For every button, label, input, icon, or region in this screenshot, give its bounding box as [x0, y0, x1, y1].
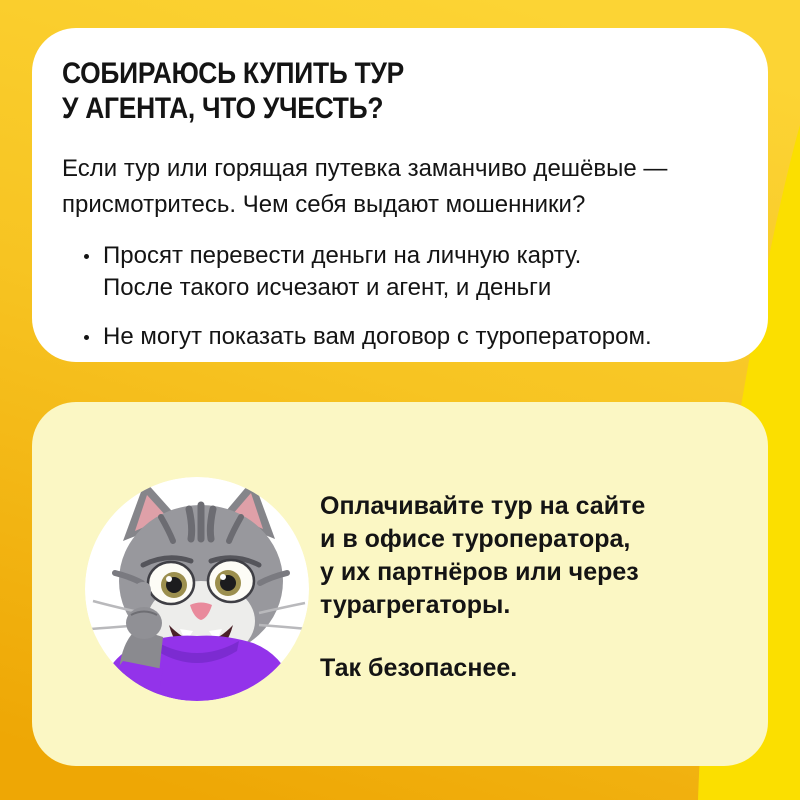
- list-item: [62, 321, 738, 353]
- advice-card: [32, 402, 768, 766]
- list-item-text: [103, 240, 581, 304]
- advice-line-3: у их партнёров или через: [320, 558, 639, 586]
- intro-text: [62, 151, 738, 223]
- list-item-text: [103, 321, 652, 353]
- advice-text: [320, 490, 645, 685]
- bullet-1-line-2: После такого исчезают и агент, и деньги: [103, 274, 552, 301]
- advice-line-4: турагрегаторы.: [320, 591, 511, 619]
- cat-thumbs-up-illustration: [85, 477, 309, 701]
- bullet-2-line-1: Не могут показать вам договор с туроператором.: [103, 323, 652, 350]
- closing-text: Так безопаснее.: [320, 654, 518, 682]
- advice-line-2: и в офисе туроператора,: [320, 525, 631, 553]
- list-item: [62, 240, 738, 304]
- bullet-1-line-1: Просят перевести деньги на личную карту.: [103, 242, 582, 269]
- bullet-icon: [84, 254, 89, 259]
- page-title: [62, 56, 657, 126]
- warning-card: [32, 28, 768, 362]
- bullet-icon: [84, 335, 89, 340]
- title-line-1: СОБИРАЮСЬ КУПИТЬ ТУР: [62, 57, 404, 90]
- intro-line-1: Если тур или горящая путевка заманчиво дешёвые —: [62, 155, 668, 182]
- advice-line-1: Оплачивайте тур на сайте: [320, 492, 646, 520]
- intro-line-2: присмотритесь. Чем себя выдают мошенники?: [62, 191, 586, 218]
- cat-avatar: [85, 477, 309, 701]
- warning-list: [62, 240, 738, 353]
- title-line-2: У АГЕНТА, ЧТО УЧЕСТЬ?: [62, 92, 384, 125]
